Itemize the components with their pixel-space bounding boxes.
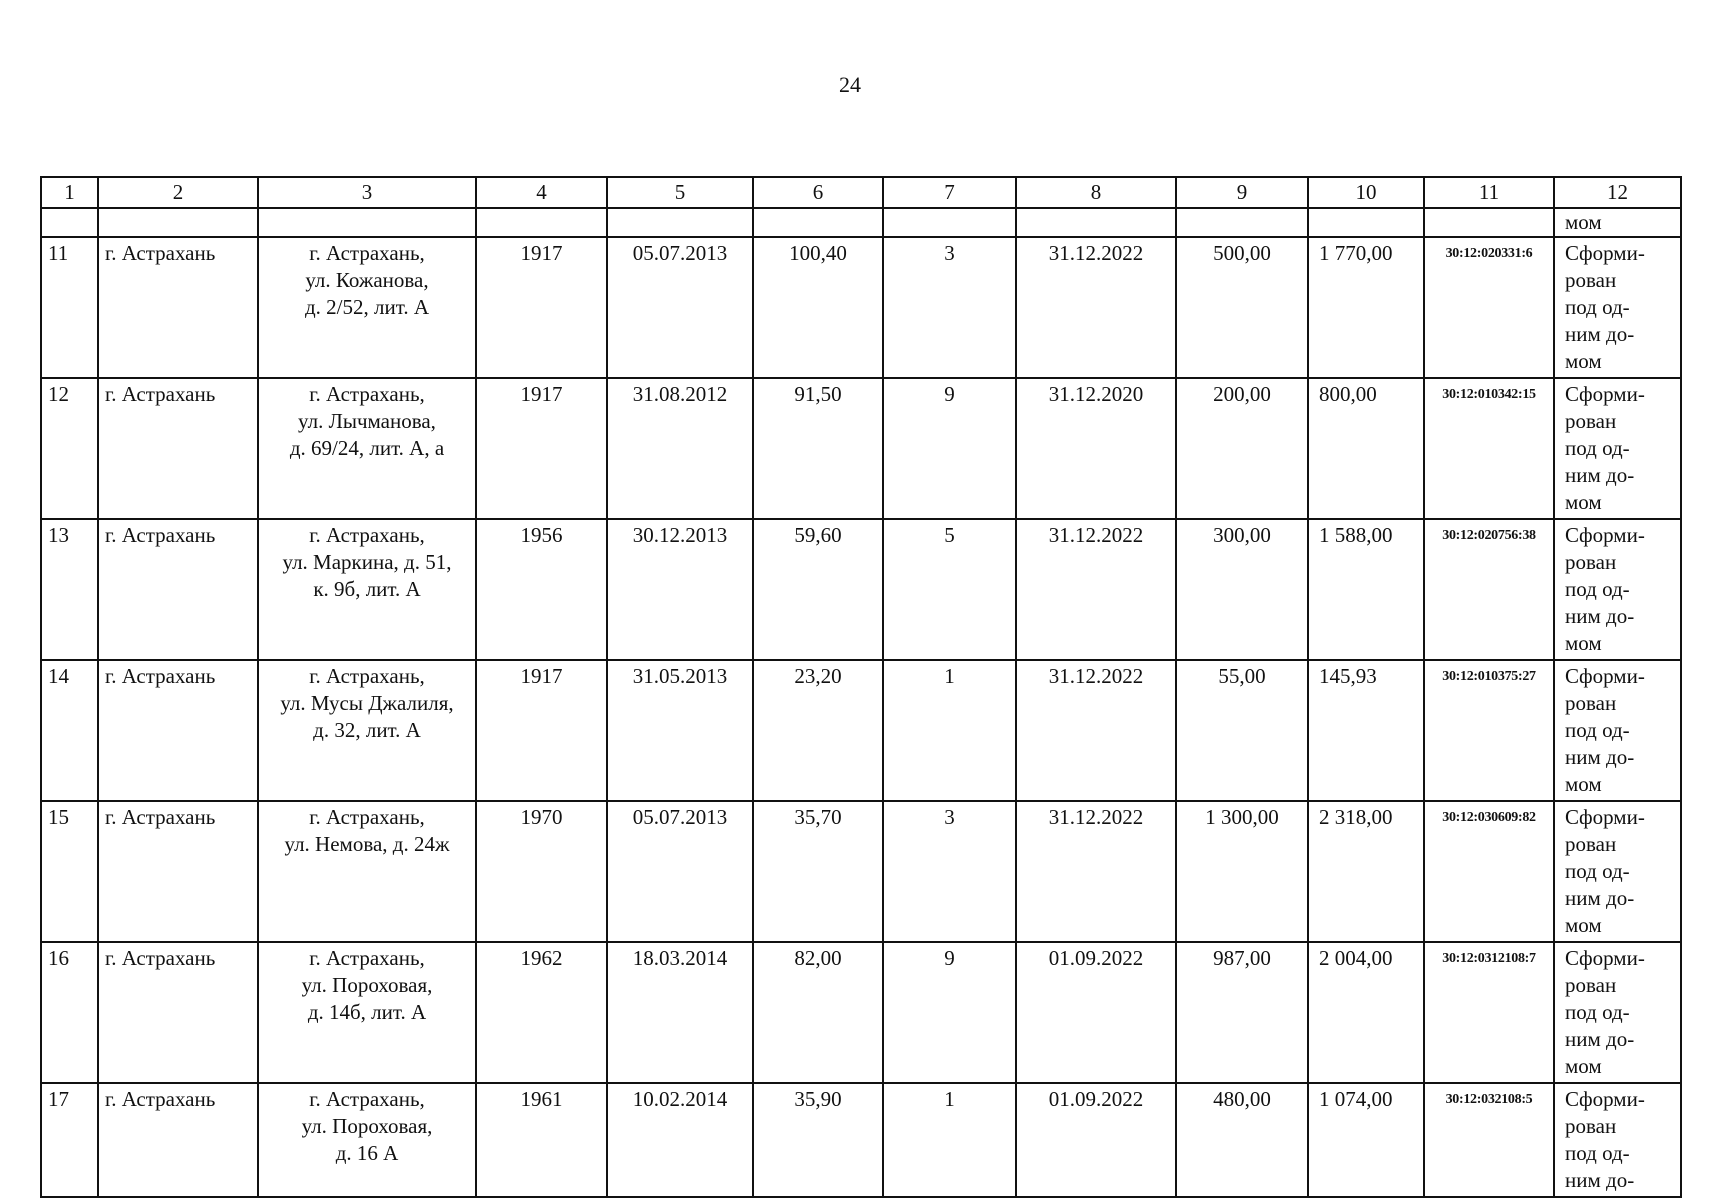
table-row: [41, 942, 1681, 1083]
value-col9-cell: 480,00: [1176, 1083, 1308, 1197]
row-number: 13: [41, 519, 98, 660]
cadastral-number-cell: 30:12:032108:5: [1424, 1083, 1554, 1197]
note-cell: Сформи- рован под од- ним до- мом: [1554, 801, 1681, 942]
column-number-1: 1: [41, 177, 98, 208]
table-body: [41, 177, 1681, 1197]
value-col10-cell: 1 588,00: [1308, 519, 1424, 660]
value-col10-cell: 145,93: [1308, 660, 1424, 801]
count-cell: 5: [883, 519, 1016, 660]
table-row: [41, 237, 1681, 378]
column-number-8: 8: [1016, 177, 1176, 208]
year-cell: 1961: [476, 1083, 607, 1197]
area-cell: 35,70: [753, 801, 883, 942]
cadastral-number-cell: 30:12:020331:6: [1424, 237, 1554, 378]
count-cell: 3: [883, 237, 1016, 378]
column-number-10: 10: [1308, 177, 1424, 208]
area-cell: 100,40: [753, 237, 883, 378]
row-number: 12: [41, 378, 98, 519]
row-number: 15: [41, 801, 98, 942]
value-col9-cell: 1 300,00: [1176, 801, 1308, 942]
cadastral-number-cell: 30:12:010375:27: [1424, 660, 1554, 801]
continuation-note: мом: [1554, 208, 1681, 237]
value-col10-cell: 1 770,00: [1308, 237, 1424, 378]
column-number-4: 4: [476, 177, 607, 208]
table-row: [41, 660, 1681, 801]
year-cell: 1956: [476, 519, 607, 660]
address-cell: г. Астрахань, ул. Немова, д. 24ж: [258, 801, 476, 942]
city-cell: г. Астрахань: [98, 801, 258, 942]
area-cell: 91,50: [753, 378, 883, 519]
address-cell: г. Астрахань, ул. Пороховая, д. 16 А: [258, 1083, 476, 1197]
column-number-12: 12: [1554, 177, 1681, 208]
area-cell: 59,60: [753, 519, 883, 660]
term-cell: 31.12.2022: [1016, 660, 1176, 801]
continuation-cell: [1424, 208, 1554, 237]
term-cell: 31.12.2020: [1016, 378, 1176, 519]
row-number: 11: [41, 237, 98, 378]
continuation-row: [41, 208, 1681, 237]
address-cell: г. Астрахань, ул. Лычманова, д. 69/24, лит. А, а: [258, 378, 476, 519]
table-row: [41, 1083, 1681, 1197]
date-cell: 10.02.2014: [607, 1083, 753, 1197]
note-cell: Сформи- рован под од- ним до- мом: [1554, 519, 1681, 660]
continuation-cell: [98, 208, 258, 237]
value-col10-cell: 1 074,00: [1308, 1083, 1424, 1197]
table-row: [41, 801, 1681, 942]
continuation-cell: [1176, 208, 1308, 237]
column-number-9: 9: [1176, 177, 1308, 208]
address-cell: г. Астрахань, ул. Маркина, д. 51, к. 9б, лит. А: [258, 519, 476, 660]
city-cell: г. Астрахань: [98, 1083, 258, 1197]
continuation-cell: [41, 208, 98, 237]
table-row: [41, 519, 1681, 660]
term-cell: 01.09.2022: [1016, 942, 1176, 1083]
cadastral-number-cell: 30:12:010342:15: [1424, 378, 1554, 519]
count-cell: 1: [883, 1083, 1016, 1197]
continuation-cell: [1308, 208, 1424, 237]
value-col9-cell: 200,00: [1176, 378, 1308, 519]
date-cell: 31.05.2013: [607, 660, 753, 801]
address-cell: г. Астрахань, ул. Мусы Джалиля, д. 32, лит. А: [258, 660, 476, 801]
continuation-cell: [258, 208, 476, 237]
year-cell: 1917: [476, 237, 607, 378]
area-cell: 23,20: [753, 660, 883, 801]
value-col9-cell: 300,00: [1176, 519, 1308, 660]
address-cell: г. Астрахань, ул. Кожанова, д. 2/52, лит. А: [258, 237, 476, 378]
note-cell: Сформи- рован под од- ним до- мом: [1554, 942, 1681, 1083]
term-cell: 31.12.2022: [1016, 801, 1176, 942]
register-table: [40, 176, 1682, 1198]
city-cell: г. Астрахань: [98, 237, 258, 378]
date-cell: 05.07.2013: [607, 237, 753, 378]
cadastral-number-cell: 30:12:030609:82: [1424, 801, 1554, 942]
date-cell: 31.08.2012: [607, 378, 753, 519]
column-number-3: 3: [258, 177, 476, 208]
continuation-cell: [1016, 208, 1176, 237]
term-cell: 31.12.2022: [1016, 519, 1176, 660]
count-cell: 9: [883, 378, 1016, 519]
year-cell: 1917: [476, 378, 607, 519]
address-cell: г. Астрахань, ул. Пороховая, д. 14б, лит. А: [258, 942, 476, 1083]
city-cell: г. Астрахань: [98, 942, 258, 1083]
city-cell: г. Астрахань: [98, 519, 258, 660]
cadastral-number-cell: 30:12:0312108:7: [1424, 942, 1554, 1083]
row-number: 14: [41, 660, 98, 801]
value-col10-cell: 2 318,00: [1308, 801, 1424, 942]
term-cell: 01.09.2022: [1016, 1083, 1176, 1197]
value-col9-cell: 500,00: [1176, 237, 1308, 378]
year-cell: 1962: [476, 942, 607, 1083]
column-number-7: 7: [883, 177, 1016, 208]
date-cell: 05.07.2013: [607, 801, 753, 942]
continuation-cell: [883, 208, 1016, 237]
value-col9-cell: 987,00: [1176, 942, 1308, 1083]
continuation-cell: [753, 208, 883, 237]
date-cell: 30.12.2013: [607, 519, 753, 660]
area-cell: 35,90: [753, 1083, 883, 1197]
cadastral-number-cell: 30:12:020756:38: [1424, 519, 1554, 660]
table-row: [41, 378, 1681, 519]
value-col9-cell: 55,00: [1176, 660, 1308, 801]
continuation-cell: [607, 208, 753, 237]
year-cell: 1970: [476, 801, 607, 942]
column-number-row: [41, 177, 1681, 208]
note-cell: Сформи- рован под од- ним до- мом: [1554, 237, 1681, 378]
term-cell: 31.12.2022: [1016, 237, 1176, 378]
row-number: 16: [41, 942, 98, 1083]
row-number: 17: [41, 1083, 98, 1197]
year-cell: 1917: [476, 660, 607, 801]
note-cell: Сформи- рован под од- ним до-: [1554, 1083, 1681, 1197]
count-cell: 1: [883, 660, 1016, 801]
column-number-11: 11: [1424, 177, 1554, 208]
area-cell: 82,00: [753, 942, 883, 1083]
page-number: 24: [839, 72, 861, 97]
column-number-2: 2: [98, 177, 258, 208]
continuation-cell: [476, 208, 607, 237]
city-cell: г. Астрахань: [98, 378, 258, 519]
note-cell: Сформи- рован под од- ним до- мом: [1554, 660, 1681, 801]
value-col10-cell: 800,00: [1308, 378, 1424, 519]
city-cell: г. Астрахань: [98, 660, 258, 801]
count-cell: 9: [883, 942, 1016, 1083]
column-number-5: 5: [607, 177, 753, 208]
date-cell: 18.03.2014: [607, 942, 753, 1083]
note-cell: Сформи- рован под од- ним до- мом: [1554, 378, 1681, 519]
count-cell: 3: [883, 801, 1016, 942]
value-col10-cell: 2 004,00: [1308, 942, 1424, 1083]
column-number-6: 6: [753, 177, 883, 208]
